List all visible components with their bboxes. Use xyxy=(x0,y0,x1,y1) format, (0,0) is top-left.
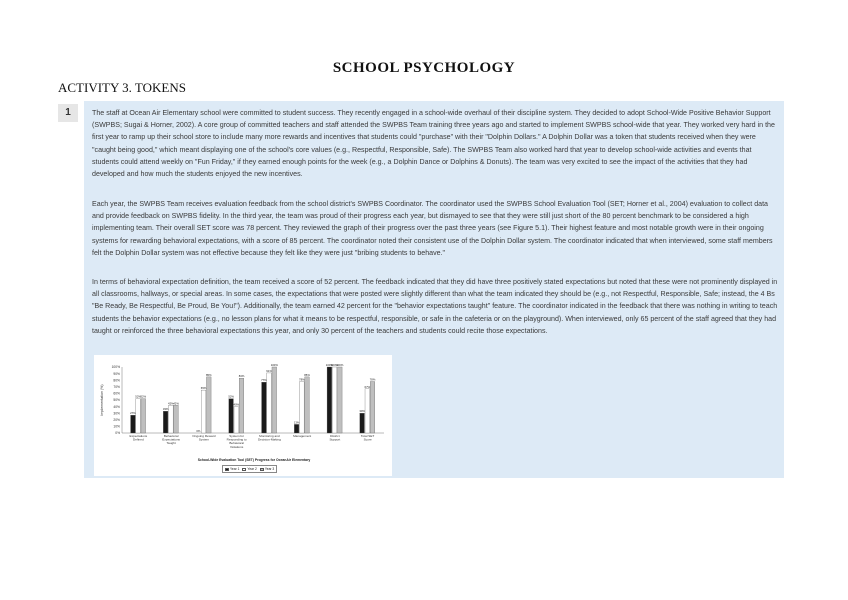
x-category-label: Defined xyxy=(133,437,144,442)
x-category-label: Monitoring and xyxy=(259,434,280,438)
x-category-label: Behavioral xyxy=(229,441,244,446)
bar-year-3 xyxy=(206,377,211,433)
bar-value-label: 42% xyxy=(173,401,179,406)
bar-year-3 xyxy=(272,367,277,433)
bar-value-label: 40% xyxy=(233,402,240,407)
bar-value-label: 100% xyxy=(330,363,339,367)
legend-item-year-1 xyxy=(225,467,239,471)
bar-value-label: 42% xyxy=(168,401,174,406)
bar-year-2 xyxy=(267,373,272,433)
bar-year-3 xyxy=(305,377,310,433)
legend-swatch-year-2 xyxy=(242,468,246,471)
x-category-label: Violations xyxy=(229,444,244,449)
x-category-label: Ongoing Reward xyxy=(192,434,216,438)
bar-year-1 xyxy=(131,415,136,433)
y-tick-label: 30% xyxy=(113,411,120,416)
bar-value-label: 77% xyxy=(261,378,267,383)
page-title: SCHOOL PSYCHOLOGY xyxy=(332,60,516,76)
bar-year-3 xyxy=(239,378,244,433)
legend-item-year-3 xyxy=(260,467,274,471)
bar-value-label: 83% xyxy=(238,374,245,379)
y-tick-label: 10% xyxy=(113,424,120,429)
bar-year-1 xyxy=(262,382,267,433)
bar-value-label: 85% xyxy=(304,372,310,377)
set-progress-figure xyxy=(94,355,392,476)
x-category-label: System xyxy=(198,437,210,442)
y-tick-label: 0% xyxy=(115,431,120,436)
y-tick-label: 60% xyxy=(113,391,120,396)
bar-year-1 xyxy=(327,367,332,433)
bar-value-label: 91% xyxy=(266,368,272,373)
y-tick-label: 80% xyxy=(113,378,120,383)
bar-value-label: 85% xyxy=(205,372,212,377)
bar-year-3 xyxy=(337,367,342,433)
legend-item-year-2 xyxy=(242,467,256,471)
x-category-label: Expectations xyxy=(162,437,180,442)
bar-value-label: 100% xyxy=(325,363,333,367)
y-tick-label: 40% xyxy=(113,404,120,409)
bar-year-2 xyxy=(365,389,370,433)
paragraph-evaluation: Each year, the SWPBS Team receives evaluation feedback from the school district's SWPBS Coordinator. The coordinator used the SWPBS School Evaluation Tool (SET; Horner et al., 2004) evaluation to collect data and provide feedback on SWPBS fidelity. In the third year, the team was proud of their progress each year, but dismayed to see that they were still just short of the 80 percent benchmark to be considered a high implementing team. Their overall SET score was 78 percent. They reviewed the graph of their progress over the past three years (see Figure 5.1). Their highest feature and most notable growth were in their ongoing systems for rewarding behavioral expectations, with a score of 85 percent. The coordinator noted their consistent use of the Dolphin Dollar system. The coordinator indicated that when interviewed, some staff members felt the Dolphin Dollar system was not effective because they felt like they were just "bribing students to behave." xyxy=(92,200,773,257)
set-progress-chart xyxy=(94,355,392,458)
bar-year-3 xyxy=(141,399,146,433)
chart-legend xyxy=(222,465,277,473)
bar-year-2 xyxy=(300,382,305,433)
x-category-label: Behavioral xyxy=(163,434,179,438)
bar-value-label: 78% xyxy=(299,377,305,382)
paragraph-expectations: In terms of behavioral expectation definition, the team received a score of 52 percent. The feedback indicated that they did have three positively stated expectations but noted that these were not prominently displayed in all classrooms, hallways, or special areas. In some cases, the expectations that were posted were slightly different than what the team indicated they should be (e.g., not Respectful, Responsible, Safe; instead, the 4 Bs "Be Ready, Be Respectful, Be Proud, Be You!"). Additionally, the team earned 42 percent for the "behavior expectations taught" feature. The coordinator indicated in the feedback that there was nothing in writing to teach students the behavior expectations (e.g., no lesson plans for what it means to be respectful, responsible, or safe in the cafeteria or on the playground). When interviewed, only 65 percent of the staff agreed that they had taught or reinforced the three behavioral expectations this year, and only 30 percent of the teachers and students could recite those expectations. xyxy=(92,278,778,335)
bar-year-2 xyxy=(234,407,239,433)
bar-value-label: 100% xyxy=(336,363,344,367)
y-tick-label: 100% xyxy=(111,365,120,370)
paragraph-intro: The staff at Ocean Air Elementary school were committed to student success. They recently engaged in a school-wide overhaul of their discipline system. They decided to adopt School-Wide Positive Behavior Support (SWPBS; Sugai & Horner, 2002). A core group of committed teachers and staff attended the SWPBS Team training three years ago and started to implement SWPBS school-wide that year. They worked very hard in the first year to ramp up their school store to include many more rewards and incentives that students could "purchase" with their "Dolphin Dollars." A Dolphin Dollar was a token that students received when they were "caught being good," which meant displaying one of the school's core values (e.g., Respectful, Responsible, Safe). The SWPBS Team also worked hard that year to develop school-wide activities and events that students could attend weekly on "Fun Friday," if they earned enough points for the week (e.g., a Dolphin Dance or Dolphins & Donuts). The team was very excited to see the impact of the activities that they had developed and how much the students enjoyed the new incentives. xyxy=(92,109,775,179)
bar-year-1 xyxy=(360,413,365,433)
bar-value-label: 78% xyxy=(369,377,376,382)
legend-swatch-year-1 xyxy=(225,468,229,471)
activity-heading: ACTIVITY 3. TOKENS xyxy=(58,80,186,95)
bar-year-2 xyxy=(169,405,174,433)
x-category-label: Support xyxy=(329,437,341,442)
x-category-label: Score xyxy=(363,437,372,442)
x-category-label: District xyxy=(330,434,340,438)
bar-year-3 xyxy=(174,405,179,433)
bar-value-label: 52% xyxy=(135,394,141,399)
bar-value-label: 13% xyxy=(293,420,300,425)
case-study-panel xyxy=(84,101,784,478)
bar-value-label: 27% xyxy=(130,411,136,416)
bar-value-label: 52% xyxy=(228,394,234,399)
bar-value-label: 52% xyxy=(140,394,147,399)
bar-year-1 xyxy=(163,411,168,433)
bar-value-label: 30% xyxy=(359,409,365,414)
bar-year-2 xyxy=(201,390,206,433)
legend-label-year-2: Year 2 xyxy=(247,467,257,471)
bar-value-label: 65% xyxy=(200,386,207,391)
x-category-label: System for xyxy=(229,434,245,438)
bar-year-3 xyxy=(370,382,375,433)
legend-swatch-year-3 xyxy=(260,468,264,471)
x-category-label: Responding to xyxy=(226,437,247,442)
x-category-label: Taught xyxy=(166,441,176,446)
y-tick-label: 50% xyxy=(113,398,120,403)
bar-year-2 xyxy=(332,367,337,433)
x-category-label: Expectations xyxy=(129,434,148,438)
y-tick-label: 70% xyxy=(113,385,120,389)
y-axis-label: Implementation (%) xyxy=(100,384,104,416)
item-number-badge: 1 xyxy=(58,104,78,122)
bar-year-2 xyxy=(136,399,141,433)
y-tick-label: 90% xyxy=(113,371,120,376)
y-tick-label: 20% xyxy=(113,418,120,422)
legend-label-year-3: Year 3 xyxy=(264,467,275,471)
x-category-label: Management xyxy=(293,434,312,438)
legend-label-year-1: Year 1 xyxy=(230,467,240,471)
bar-value-label: 0% xyxy=(196,429,201,433)
bar-year-1 xyxy=(294,424,299,433)
bar-value-label: 67% xyxy=(364,384,371,389)
chart-title: School-Wide Evaluation Tool (SET) Progress for OceanAir Elementary xyxy=(197,458,311,462)
x-category-label: Total SET xyxy=(360,434,375,438)
bar-value-label: 33% xyxy=(162,407,169,412)
x-category-label: Decision-Making xyxy=(257,437,281,442)
bar-value-label: 100% xyxy=(270,363,278,367)
